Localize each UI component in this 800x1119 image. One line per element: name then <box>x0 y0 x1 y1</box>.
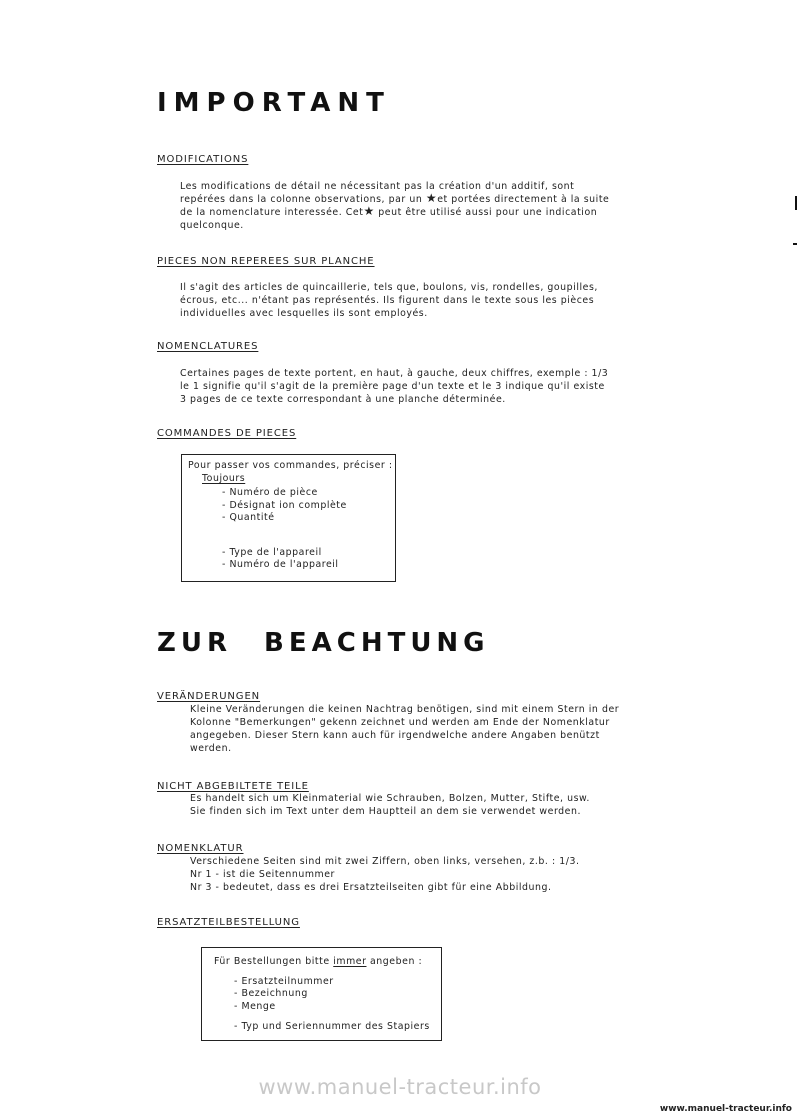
box-intro: Pour passer vos commandes, préciser : <box>188 460 393 471</box>
title-important: IMPORTANT <box>157 88 391 118</box>
box-item: - Quantité <box>222 512 275 523</box>
text-line: 3 pages de ce texte correspondant à une planche déterminée. <box>180 394 506 405</box>
scan-edge-mark <box>793 243 797 245</box>
box-item: - Bezeichnung <box>234 988 308 999</box>
text-segment: peut être utilisé aussi pour une indication <box>378 207 598 218</box>
box-item: - Ersatzteilnummer <box>234 975 334 987</box>
text-line <box>180 206 650 219</box>
para-nomenclatures <box>180 367 650 406</box>
text-segment: Für Bestellungen bitte <box>214 956 330 967</box>
text-segment: repérées dans la colonne observations, par un <box>180 194 423 205</box>
box-item: - Menge <box>234 1000 276 1012</box>
text-line: écrous, etc... n'étant pas représentés. Ils figurent dans le texte sous les pièces <box>180 295 595 306</box>
text-line: Kleine Veränderungen die keinen Nachtrag benötigen, sind mit einem Stern in der <box>190 704 620 715</box>
text-immer: immer <box>333 956 367 967</box>
text-segment: angeben : <box>370 956 423 967</box>
heading-pieces-non-reperees: PIECES NON REPEREES SUR PLANCHE <box>157 256 375 267</box>
heading-nomenclatures: NOMENCLATURES <box>157 341 259 352</box>
text-line: Sie finden sich im Text unter dem Hauptteil an dem sie verwendet werden. <box>190 806 582 817</box>
heading-modifications: MODIFICATIONS <box>157 154 249 165</box>
star-icon: ★ <box>425 191 438 205</box>
text-line: Nr 1 - ist die Seitennummer <box>190 869 335 880</box>
heading-nomenklatur: NOMENKLATUR <box>157 843 244 854</box>
order-box-fr <box>181 454 396 582</box>
text-line: individuelles avec lesquelles ils sont employés. <box>180 308 428 319</box>
box-item: - Typ und Seriennummer des Stapiers <box>234 1021 430 1032</box>
text-segment: et portées directement à la suite <box>437 194 610 205</box>
text-line: Kolonne "Bemerkungen" gekenn zeichnet und werden am Ende der Nomenklatur <box>190 717 610 728</box>
heading-nicht-abgebildete-teile: NICHT ABGEBILTETE TEILE <box>157 781 309 792</box>
title-zur-beachtung: ZUR BEACHTUNG <box>157 628 490 658</box>
text-segment: de la nomenclature interessée. Cet <box>180 207 364 218</box>
heading-commandes: COMMANDES DE PIECES <box>157 428 297 439</box>
para-veraenderungen <box>190 703 660 755</box>
text-line: Il s'agit des articles de quincaillerie, tels que, boulons, vis, rondelles, goupilles, <box>180 282 598 293</box>
text-line <box>180 193 650 206</box>
box-item: - Numéro de pièce <box>222 487 318 498</box>
text-line: Les modifications de détail ne nécessitant pas la création d'un additif, sont <box>180 181 575 192</box>
box-item: - Numéro de l'appareil <box>222 559 339 570</box>
text-line: Certaines pages de texte portent, en haut, à gauche, deux chiffres, exemple : 1/3 <box>180 368 609 379</box>
scan-edge-mark <box>795 196 797 210</box>
text-line: angegeben. Dieser Stern kann auch für irgendwelche andere Angaben benützt <box>190 730 600 741</box>
box-item: - Type de l'appareil <box>222 546 322 558</box>
para-modifications <box>180 180 650 232</box>
heading-veraenderungen: VERÄNDERUNGEN <box>157 691 261 702</box>
box-toujours: Toujours <box>202 472 246 484</box>
para-nomenklatur <box>190 855 660 894</box>
text-line: werden. <box>190 743 232 754</box>
para-teile <box>190 792 660 818</box>
text-line: Nr 3 - bedeutet, dass es drei Ersatzteilseiten gibt für eine Abbildung. <box>190 882 552 893</box>
order-box-de <box>201 947 442 1041</box>
text-line: Es handelt sich um Kleinmaterial wie Schrauben, Bolzen, Mutter, Stifte, usw. <box>190 793 590 804</box>
text-line: quelconque. <box>180 220 244 231</box>
text-line: le 1 signifie qu'il s'agit de la première page d'un texte et le 3 indique qu'il existe <box>180 381 605 392</box>
para-pieces <box>180 281 650 320</box>
box-intro <box>214 956 441 969</box>
corner-url: www.manuel-tracteur.info <box>659 1104 792 1114</box>
text-line: Verschiedene Seiten sind mit zwei Ziffern, oben links, versehen, z.b. : 1/3. <box>190 856 580 867</box>
heading-ersatzteilbestellung: ERSATZTEILBESTELLUNG <box>157 917 300 928</box>
watermark-text: www.manuel-tracteur.info <box>258 1075 542 1099</box>
box-item: - Désignat ion complète <box>222 499 347 511</box>
star-icon: ★ <box>363 204 375 218</box>
